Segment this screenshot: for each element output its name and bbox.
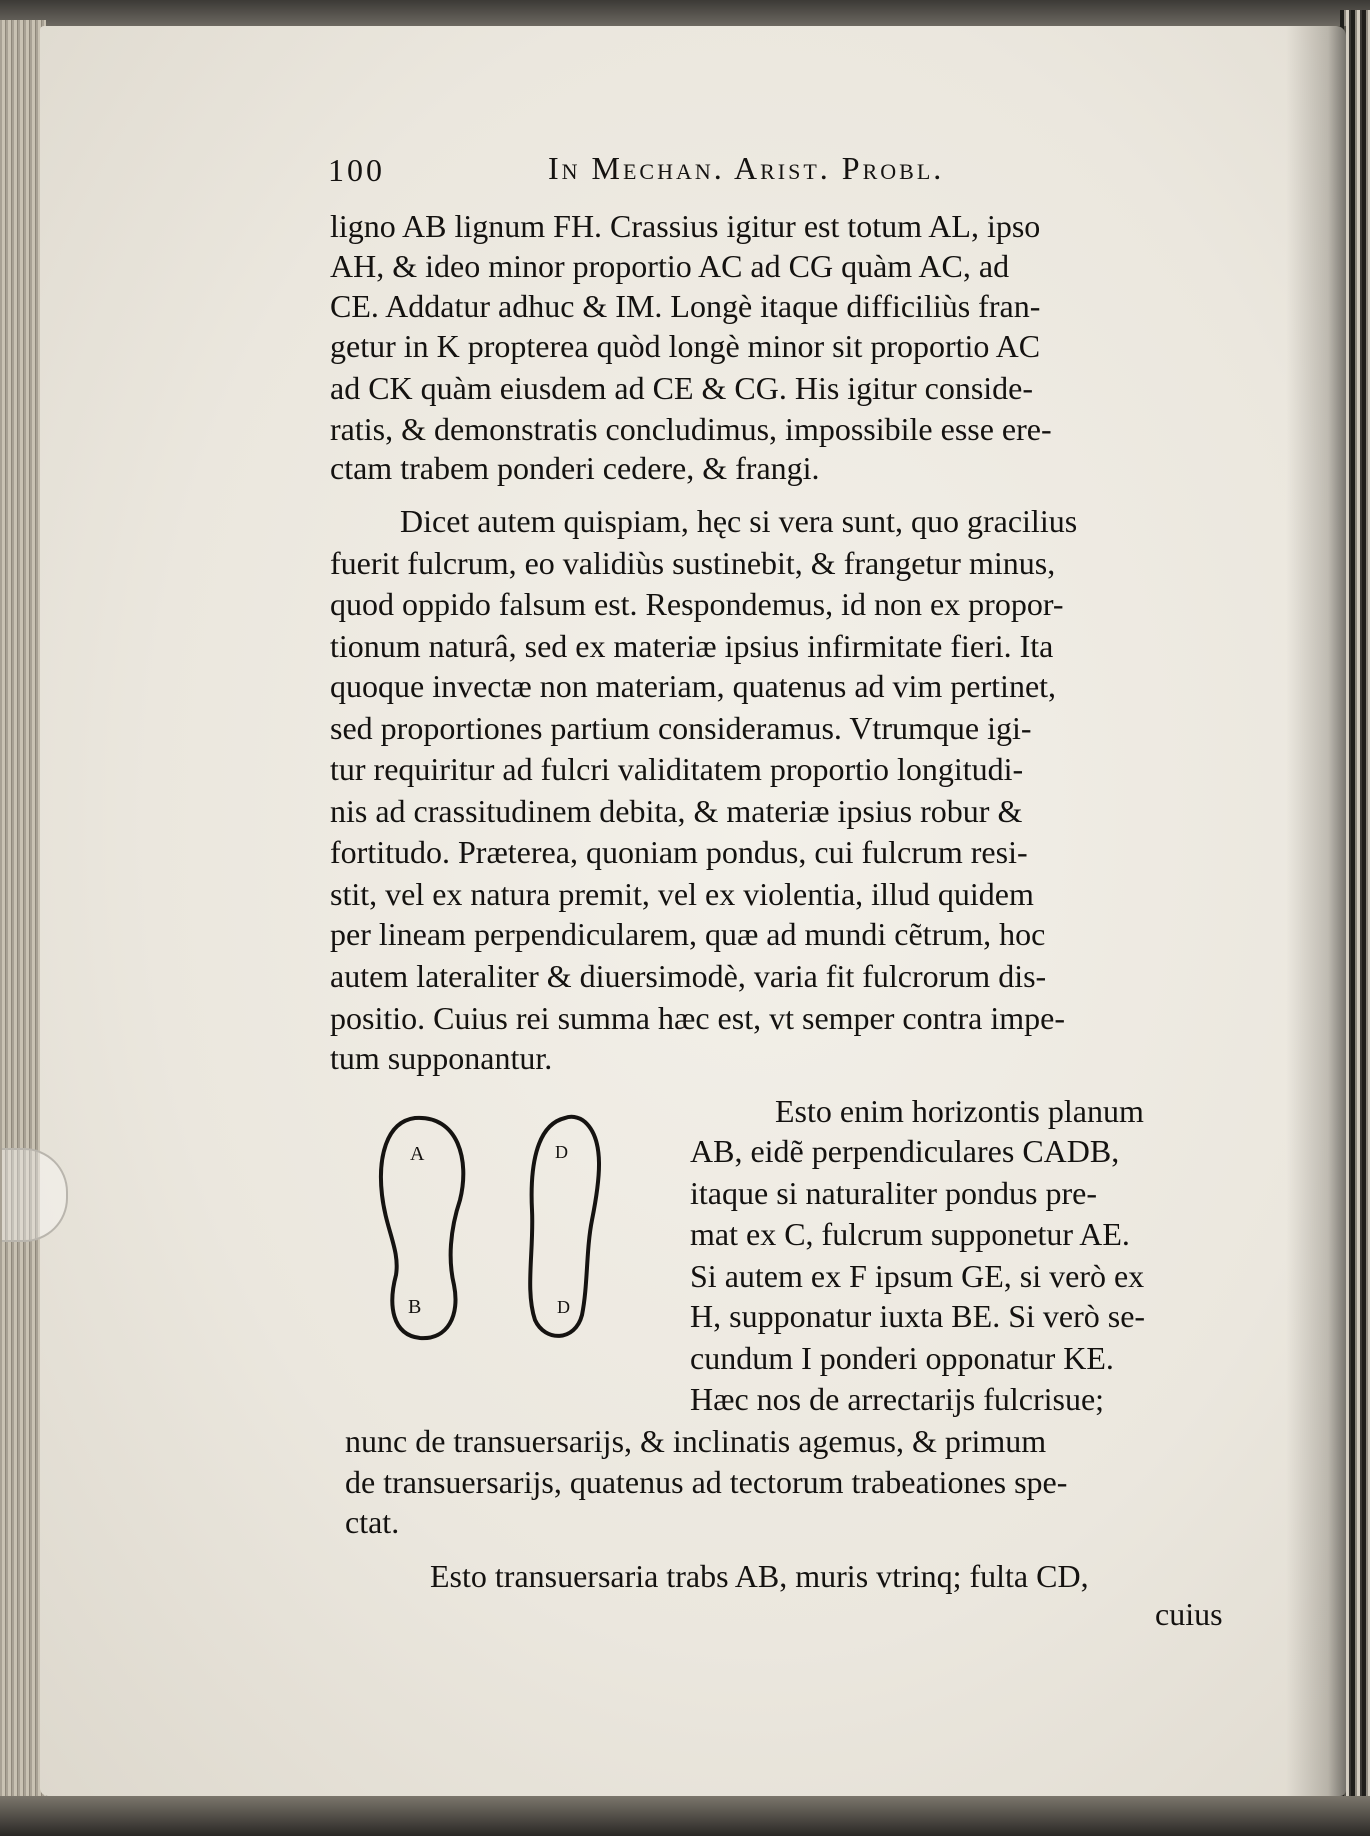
text-line: getur in K propterea quòd longè minor sit proportio AC — [330, 328, 1041, 364]
soles-diagram — [360, 1100, 660, 1360]
text-line: sed proportiones partium consideramus. Vtrumque igi- — [330, 710, 1032, 746]
text-line: AH, & ideo minor proportio AC ad CG quàm AC, ad — [330, 248, 1010, 284]
text-line: cuius — [1155, 1596, 1223, 1632]
text-line: ligno AB lignum FH. Crassius igitur est totum AL, ipso — [330, 208, 1041, 244]
text-line: autem lateraliter & diuersimodè, varia fit fulcrorum dis- — [330, 958, 1047, 994]
text-line: Si autem ex F ipsum GE, si verò ex — [690, 1258, 1145, 1294]
text-line: quod oppido falsum est. Respondemus, id non ex propor- — [330, 586, 1064, 622]
gutter-shadow — [1286, 26, 1346, 1796]
text-line: ctam trabem ponderi cedere, & frangi. — [330, 450, 820, 486]
text-line: fortitudo. Præterea, quoniam pondus, cui fulcrum resi- — [330, 834, 1028, 870]
right-sole-top-label: D — [555, 1142, 568, 1162]
text-line: nis ad crassitudinem debita, & materiæ ipsius robur & — [330, 793, 1023, 829]
left-sole-top-label: A — [410, 1143, 425, 1165]
text-line: fuerit fulcrum, eo validiùs sustinebit, & frangetur minus, — [330, 545, 1056, 581]
text-line: nunc de transuersarijs, & inclinatis agemus, & primum — [345, 1423, 1047, 1459]
running-head — [328, 150, 1228, 196]
book-bottom-edge — [0, 1796, 1370, 1836]
text-line: positio. Cuius rei summa hæc est, vt semper contra impe- — [330, 1000, 1065, 1036]
text-line: AB, eidẽ perpendiculares CADB, — [690, 1133, 1120, 1169]
text-line: Dicet autem quispiam, hęc si vera sunt, quo gracilius — [400, 503, 1078, 539]
text-line: per lineam perpendicularem, quæ ad mundi cẽtrum, hoc — [330, 916, 1046, 952]
text-line: ctat. — [345, 1504, 400, 1540]
text-line: quoque invectæ non materiam, quatenus ad vim pertinet, — [330, 668, 1057, 704]
text-line: stit, vel ex natura premit, vel ex violentia, illud quidem — [330, 876, 1034, 912]
right-sole-bottom-label: D — [557, 1297, 570, 1317]
running-head-title: In Mechan. Arist. Probl. — [548, 150, 945, 186]
text-line: Esto enim horizontis planum — [775, 1093, 1144, 1129]
text-line: Hæc nos de arrectarijs fulcrisue; — [690, 1381, 1105, 1417]
text-line: ad CK quàm eiusdem ad CE & CG. His igitur conside- — [330, 370, 1034, 406]
text-line: CE. Addatur adhuc & IM. Longè itaque difficiliùs fran- — [330, 288, 1041, 324]
text-line: tionum naturâ, sed ex materiæ ipsius infirmitate fieri. Ita — [330, 628, 1054, 664]
text-line: mat ex C, fulcrum supponetur AE. — [690, 1216, 1130, 1252]
text-line: itaque si naturaliter pondus pre- — [690, 1175, 1097, 1211]
text-line: de transuersarijs, quatenus ad tectorum trabeationes spe- — [345, 1464, 1068, 1500]
text-line: tur requiritur ad fulcri validitatem proportio longitudi- — [330, 751, 1024, 787]
text-line: cundum I ponderi opponatur KE. — [690, 1340, 1114, 1376]
figure-soles — [360, 1100, 660, 1360]
text-line: Esto transuersaria trabs AB, muris vtrinq; fulta CD, — [430, 1558, 1089, 1594]
text-line: ratis, & demonstratis concludimus, impossibile esse ere- — [330, 411, 1052, 447]
text-line: H, supponatur iuxta BE. Si verò se- — [690, 1298, 1146, 1334]
text-line: tum supponantur. — [330, 1040, 553, 1076]
page-number: 100 — [328, 152, 385, 188]
left-sole-bottom-label: B — [408, 1296, 422, 1318]
